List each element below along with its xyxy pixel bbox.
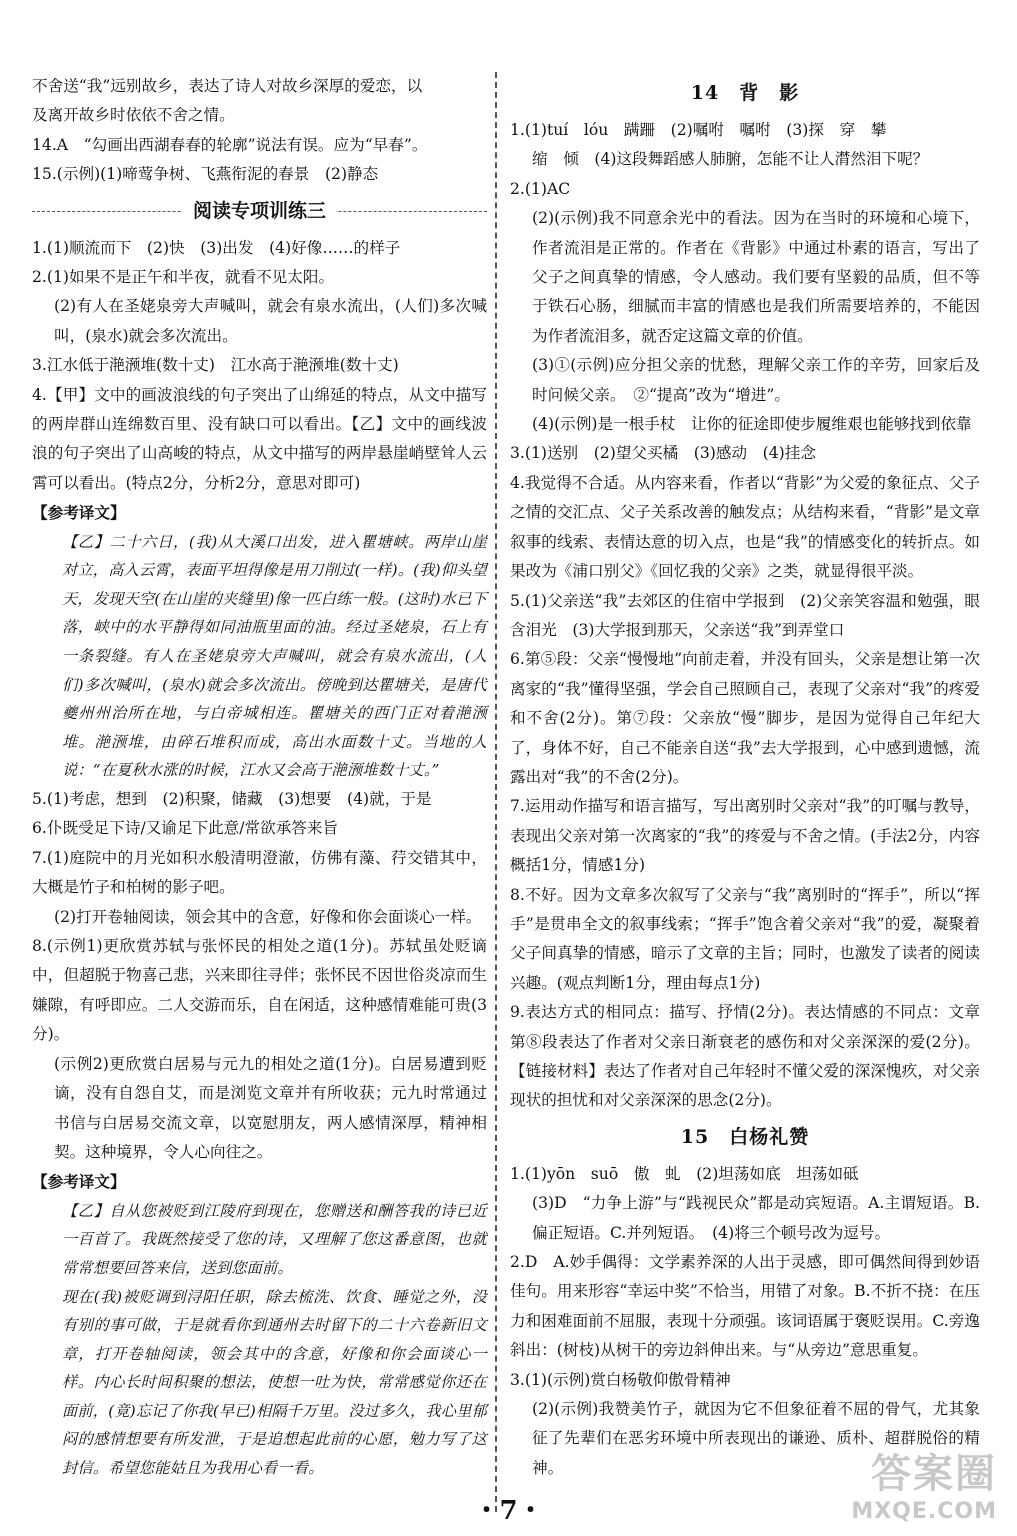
s15-1: 1.(1)yōn suō 傲 虬 (2)坦荡如底 坦荡如砥: [510, 1164, 859, 1183]
s14-1: 1.(1)tuí lóu 蹒跚 (2)嘱咐 嘱咐 (3)探 穿 攀: [510, 121, 887, 139]
answer-15: 15.(示例)(1)啼莺争树、飞燕衔泥的春景 (2)静态: [32, 165, 379, 184]
ref-translation-2b: 现在(我)被贬调到浔阳任职，除去梳洗、饮食、睡觉之外，没有别的事可做，于是就看你到通州去时留下的二十六卷新旧文章，打开卷轴阅读，领会其中的含意，好像和你会面谈心一样。内心长时间积聚的想法，使想一吐为快，常常感觉你还在面前，(竟)忘记了你我(早已)相隔千万里。没过多久，我心里郁闷的感情想要有所发泄，于是追想起此前的心愿，勉力写了这封信。希望您能姑且为我用心看一看。: [62, 1287, 487, 1478]
s14-2-4: (4)(示例)是一根手杖 让你的征途即使步履维艰也能够找到依靠: [532, 415, 972, 434]
ref-translation-1: 【乙】二十六日，(我)从大溪口出发，进入瞿塘峡。两岸山崖对立，高入云霄，表面平坦得像是用刀削过(一样)。(我)仰头望天，发现天空(在山崖的夹缝里)像一匹白练一般。(这时)水已下落，峡中的水平静得如同油瓶里面的油。经过圣姥泉，石上有一条裂缝。有人在圣姥泉旁大声喊叫，就会有泉水流出，(人们)多次喊叫，(泉水)就会多次流出。傍晚到达瞿塘关，是唐代夔州州治所在地，与白帝城相连。瞿塘关的西门正对着滟滪堆。滟滪堆，由碎石堆积而成，高出水面数十丈。当地的人说：“在夏秋水涨的时候，江水又会高于滟滪堆数十丈。”: [62, 532, 487, 780]
section-title-15: 15 白杨礼赞: [680, 1125, 810, 1148]
s14-3: 3.(1)送别 (2)望父买橘 (3)感动 (4)挂念: [510, 444, 816, 463]
r3-item-2-2: (2)有人在圣姥泉旁大声喊叫，就会有泉水流出，(人们)多次喊叫，(泉水)就会多次流出。: [54, 297, 487, 345]
left-line-1: 不舍送“我”远别故乡，表达了诗人对故乡深厚的爱恋，以: [32, 77, 423, 95]
r3-item-3: 3.江水低于滟滪堆(数十丈) 江水高于滟滪堆(数十丈): [32, 356, 399, 375]
r3-item-7-2: (2)打开卷轴阅读，领会其中的含意，好像和你会面谈心一样。: [54, 907, 482, 926]
s14-2: 2.(1)AC: [510, 179, 571, 198]
r3-item-4: 4.【甲】文中的画波浪线的句子突出了山绵延的特点，从文中描写的两岸群山连绵数百里、没有缺口可以看出。【乙】文中的画线波浪的句子突出了山高峻的特点，从文中描写的两岸悬崖峭壁耸人云霄可以看出。(特点2分，分析2分，意思对即可): [32, 385, 487, 492]
s15-2: 2.D A.妙手偶得：文学素养深的人出于灵感，即可偶然间得到妙语佳句。用来形容“幸运中奖”不恰当，用错了对象。B.不折不挠：在压力和困难面前不屈服，表现十分顽强。该词语属于褒贬误用。C.旁逸斜出：(树枝)从树干的旁边斜伸出来。与“从旁边”意思重复。: [510, 1253, 980, 1360]
ref-translation-label-2: 【参考译文】: [32, 1172, 126, 1192]
s14-5: 5.(1)父亲送“我”去郊区的住宿中学报到 (2)父亲笑容温和勉强，眼含泪光 (3)大学报到那天，父亲送“我”到弄堂口: [510, 591, 980, 639]
column-divider: [495, 72, 497, 1512]
answer-14: 14.A “勾画出西湖春春的轮廓”说法有误。应为“早春”。: [32, 135, 428, 154]
r3-item-8-2: (示例2)更欣赏白居易与元九的相处之道(1分)。白居易遭到贬谪，没有自怨自艾，而是浏览文章并有所收获；元九时常通过书信与白居易交流文章，以宽慰朋友，两人感情深厚，精神相契。这种境界，令人心向往之。: [54, 1054, 487, 1161]
s15-3-2: (2)(示例)我赞美竹子，就因为它不但象征着不屈的骨气，尤其象征了先辈们在恶劣环境中所表现出的谦逊、质朴、超群脱俗的精神。: [532, 1400, 980, 1477]
r3-item-2: 2.(1)如果不是正午和半夜，就看不见太阳。: [32, 268, 335, 287]
r3-item-8: 8.(示例1)更欣赏苏轼与张怀民的相处之道(1分)。苏轼虽处贬谪中，但超脱于物喜己悲，兴来即往寻伴；张怀民不因世俗炎凉而生嫌隙，有呼即应。二人交游而乐，自在闲适，这种感情难能可贵(3分)。: [32, 937, 487, 1044]
s14-9: 9.表达方式的相同点：描写、抒情(2分)。表达情感的不同点：文章第⑧段表达了作者对父亲日渐衰老的感伤和对父亲深深的爱(2分)。【链接材料】表达了作者对自己年轻时不懂父爱的深深愧疚，对父亲现状的担忧和对父亲深深的思念(2分)。: [510, 1003, 980, 1110]
s14-8: 8.不好。因为文章多次叙写了父亲与“我”离别时的“挥手”，所以“挥手”是贯串全文的叙事线索；“挥手”饱含着父亲对“我”的爱，凝聚着父子间真挚的情感，暗示了文章的主旨；同时，也激发了读者的阅读兴趣。(观点判断1分，理由每点1分): [510, 885, 980, 992]
left-column: [32, 72, 487, 1483]
right-column: [510, 72, 980, 1483]
s14-7: 7.运用动作描写和语言描写，写出离别时父亲对“我”的叮嘱与教导，表现出父亲对第一次离家的“我”的疼爱与不舍之情。(手法2分，内容概括1分，情感1分): [510, 797, 980, 875]
s14-1b: 缩 倾 (4)这段舞蹈感人肺腑，怎能不让人潸然泪下呢？: [532, 150, 929, 169]
s14-6: 6.第⑤段：父亲“慢慢地”向前走着，并没有回头，父亲是想让第一次离家的“我”懂得坚强，学会自己照顾自己，表现了父亲对“我”的疼爱和不舍(2分)。第⑦段：父亲放“慢”脚步，是因为觉得自己年纪大了，身体不好，自己不能亲自送“我”去大学报到，心中感到遗憾，流露出对“我”的不舍(2分)。: [510, 650, 980, 786]
left-line-2: 及离开故乡时依依不舍之情。: [32, 106, 235, 125]
s14-4: 4.我觉得不合适。从内容来看，作者以“背影”为父爱的象征点、父子之情的交汇点、父子关系改善的触发点；从结构来看，“背影”是文章叙事的线索、表情达意的切入点，也是“我”的情感变化的转折点。如果改为《浦口别父》《回忆我的父亲》之类，就显得很平淡。: [510, 473, 980, 581]
watermark-logo: 答案圈 MXQE.COM: [851, 1451, 997, 1524]
s14-2-3: (3)①(示例)应分担父亲的忧愁，理解父亲工作的辛劳，回家后及时问候父亲。 ②“提高”改为“增进”。: [532, 356, 980, 404]
section-title-reading-3: 阅读专项训练三: [32, 192, 487, 230]
ref-translation-label-1: 【参考译文】: [32, 503, 126, 523]
r3-item-1: 1.(1)顺流而下 (2)快 (3)出发 (4)好像……的样子: [32, 238, 401, 257]
r3-item-7: 7.(1)庭院中的月光如积水般清明澄澈，仿佛有藻、荇交错其中，大概是竹子和柏树的影子吧。: [32, 848, 487, 897]
page-number: ・7・: [473, 1496, 544, 1526]
s15-1-3: (3)D “力争上游”与“践视民众”都是动宾短语。A.主谓短语。B.偏正短语。C.并列短语。 (4)将三个顿号改为逗号。: [532, 1194, 980, 1242]
r3-item-6: 6.仆既受足下诗/又谕足下此意/常欲承答来旨: [32, 819, 339, 838]
ref-translation-2a: 【乙】自从您被贬到江陵府到现在，您赠送和酬答我的诗已近一百首了。我既然接受了您的诗，又理解了您这番意图，也就常常想要回答来信，送到您面前。: [62, 1201, 487, 1277]
s14-2-2: (2)(示例)我不同意余光中的看法。因为在当时的环境和心境下，作者流泪是正常的。作者在《背影》中通过朴素的语言，写出了父子之间真挚的情感，令人感动。我们要有坚毅的品质，但不等于铁石心肠，细腻而丰富的情感也是我们所需要培养的，不能因为作者流泪多，就否定这篇文章的价值。: [532, 209, 980, 345]
r3-item-5: 5.(1)考虑，想到 (2)积聚，储藏 (3)想要 (4)就，于是: [32, 790, 432, 809]
section-title-14: 14 背 影: [690, 82, 800, 104]
s15-3: 3.(1)(示例)赏白杨敬仰傲骨精神: [510, 1370, 731, 1389]
